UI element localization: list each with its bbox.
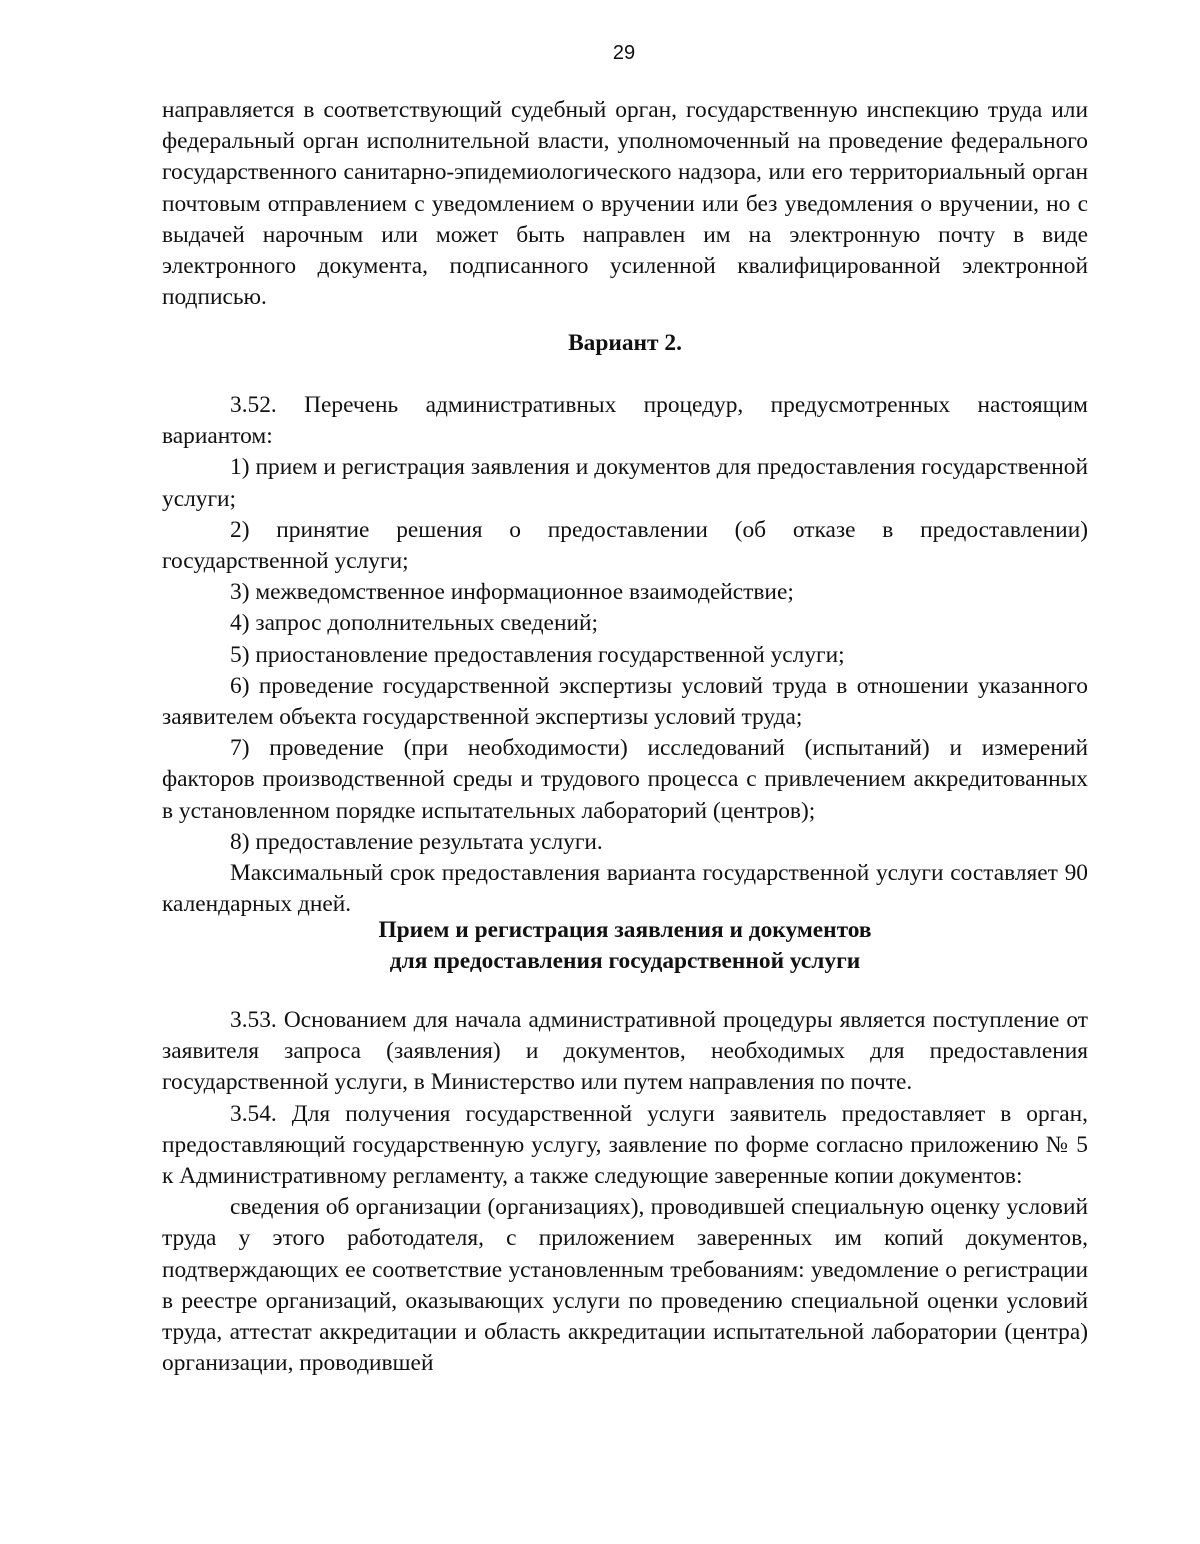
variant-heading: Вариант 2. xyxy=(568,330,682,356)
max-term-paragraph: Максимальный срок предоставления варианта государственной услуги составляет 90 календарных дней. xyxy=(162,860,1088,918)
list-item-7: 7) проведение (при необходимости) исследований (испытаний) и измерений факторов производственной среды и трудового процесса с привлечением аккредитованных в установленном порядке испытательных лабораторий (центров); xyxy=(162,735,1088,824)
list-item-3: 3) межведомственное информационное взаимодействие; xyxy=(230,579,794,606)
section-3-52-lead: 3.52. Перечень административных процедур, предусмотренных настоящим вариантом: xyxy=(162,392,1088,450)
sections-3-53-3-54 xyxy=(162,1005,1088,1379)
variant-heading-block xyxy=(162,328,1088,359)
section-heading-line-1: Прием и регистрация заявления и документов xyxy=(378,917,872,943)
section-heading-line-2: для предоставления государственной услуги xyxy=(389,948,861,975)
page-number: 29 xyxy=(612,42,636,64)
list-item-1: 1) прием и регистрация заявления и документов для предоставления государственной услуги; xyxy=(162,454,1088,512)
intro-block xyxy=(162,95,1088,313)
intro-paragraph: направляется в соответствующий судебный орган, государственную инспекцию труда или федеральный орган исполнительной власти, уполномоченный на проведение федерального государственного санитарно-эпидемиологического надзора, или его территориальный орган почтовым отправлением с уведомлением о вручении или без уведомления о вручении, но с выдачей нарочным или может быть направлен им на электронную почту в виде электронного документа, подписанного усиленной квалифицированной электронной подписью. xyxy=(162,97,1088,311)
list-item-4: 4) запрос дополнительных сведений; xyxy=(230,610,598,637)
section-3-53: 3.53. Основанием для начала административной процедуры является поступление от заявителя запроса (заявления) и документов, необходимых для предоставления государственной услуги, в Министерство или путем направления по почте. xyxy=(162,1007,1088,1096)
list-item-6: 6) проведение государственной экспертизы условий труда в отношении указанного заявителем объекта государственной экспертизы условий труда; xyxy=(162,672,1088,731)
section-3-54: 3.54. Для получения государственной услуги заявитель предоставляет в орган, предоставляющий государственную услугу, заявление по форме согласно приложению № 5 к Административному регламенту, а также следующие заверенные копии документов: xyxy=(162,1100,1088,1190)
section-3-52 xyxy=(162,390,1088,920)
list-item-2: 2) принятие решения о предоставлении (об отказе в предоставлении) государственной услуги; xyxy=(162,516,1088,575)
section-heading-block xyxy=(162,915,1088,977)
list-item-8: 8) предоставление результата услуги. xyxy=(230,828,603,855)
section-3-54-detail: сведения об организации (организациях), проводившей специальную оценку условий труда у этого работодателя, с приложением заверенных им копий документов, подтверждающих ее соответствие установленным требованиям: уведомление о регистрации в реестре организаций, оказывающих услуги по проведению специальной оценки условий труда, аттестат аккредитации и область аккредитации испытательной лаборатории (центра) организации, проводившей xyxy=(162,1194,1088,1377)
list-item-5: 5) приостановление предоставления государственной услуги; xyxy=(230,641,845,668)
